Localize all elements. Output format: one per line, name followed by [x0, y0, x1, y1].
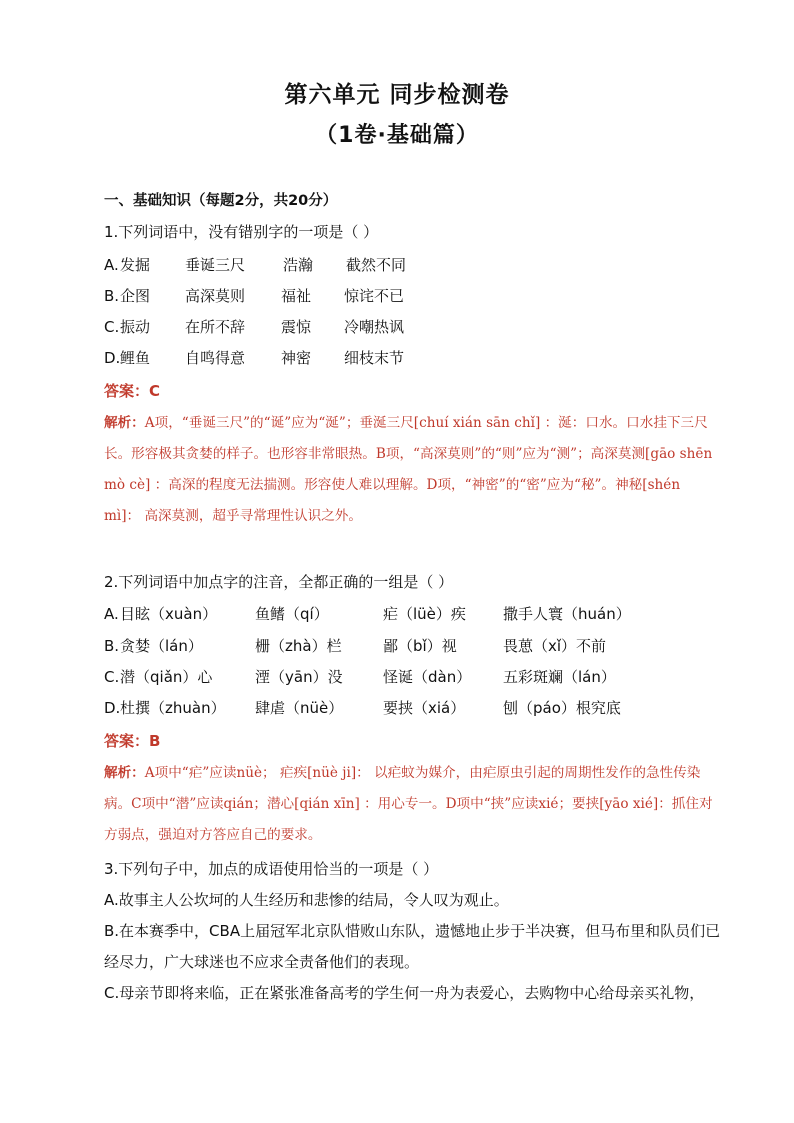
question-3-option-c: C.母亲节即将来临，正在紧张准备高考的学生何一舟为表爱心，去购物中心给母亲买礼物， [104, 984, 705, 1002]
question-3-option-b: B.在本赛季中，CBA上届冠军北京队惜败山东队，遗憾地止步于半决赛，但马布里和队员们已经尽力，广大球迷也不应求全责备他们的表现。 [104, 922, 721, 971]
option-item: 发掘 [120, 256, 151, 274]
option-item: 鄙（bǐ）视 [383, 637, 457, 655]
option-label: D. [104, 349, 121, 367]
option-item: 目眩（xuàn） [120, 605, 218, 623]
page-subtitle: （1卷·基础篇） [315, 123, 479, 148]
question-3-option-a: A.故事主人公坎坷的人生经历和悲惨的结局，令人叹为观止。 [104, 891, 509, 909]
option-item: 肆虐（nüè） [255, 699, 344, 717]
explanation-label: 解析： [104, 765, 145, 781]
option-item: 怪诞（dàn） [383, 668, 472, 686]
section-heading: 一、基础知识（每题2分，共20分） [104, 193, 338, 209]
option-item: 五彩斑斓（lán） [503, 668, 616, 686]
explanation-label: 解析： [104, 415, 145, 431]
answer-value: C [149, 382, 161, 400]
option-item: 自鸣得意 [185, 349, 246, 367]
question-3-stem: 3.下列句子中，加点的成语使用恰当的一项是（ ） [104, 860, 439, 878]
option-label: C. [104, 668, 120, 686]
option-item: 企图 [120, 287, 151, 305]
option-item: 鱼鳍（qí） [255, 605, 329, 623]
option-label: B. [104, 637, 120, 655]
question-1-stem: 1.下列词语中，没有错别字的一项是（ ） [104, 223, 379, 241]
option-item: 惊诧不已 [344, 287, 405, 305]
option-item: 截然不同 [346, 256, 407, 274]
option-item: 浩瀚 [283, 256, 314, 274]
option-item: 垂诞三尺 [185, 256, 246, 274]
explanation-1 [104, 408, 716, 532]
option-item: 撒手人寰（huán） [503, 605, 631, 623]
option-item: 鲤鱼 [120, 349, 151, 367]
option-label: C. [104, 318, 120, 336]
option-item: 神密 [281, 349, 312, 367]
option-item: 细枝末节 [344, 349, 405, 367]
option-item: 在所不辞 [185, 318, 246, 336]
answer-label: 答案： [104, 382, 150, 400]
option-item: 震惊 [281, 318, 312, 336]
option-item: 福祉 [281, 287, 312, 305]
question-2-stem: 2.下列词语中加点字的注音，全都正确的一组是（ ） [104, 573, 454, 591]
option-item: 高深莫则 [185, 287, 246, 305]
explanation-text: A项中“疟”应读nüè； 疟疾[nüè ji]： 以疟蚊为媒介，由疟原虫引起的周期性发作的急性传染病。C项中“潜”应读qián；潜心[qián xīn] ：用心专一。D项中“挟”应读xié；要挟[yāo xié]：抓住对方弱点，强迫对方答应自己的要求。 [104, 765, 713, 843]
option-label: B. [104, 287, 120, 305]
answer-label: 答案： [104, 732, 150, 750]
page-title: 第六单元 同步检测卷 [284, 82, 510, 108]
explanation-2 [104, 758, 716, 851]
explanation-text: A项，“垂诞三尺”的“诞”应为“涎”；垂涎三尺[chuí xián sān chǐ] ：涎：口水。口水挂下三尺长。形容极其贪婪的样子。也形容非常眼热。B项，“高深莫则”的“则”应为“测”；高深莫测[gāo shēn mò cè] ：高深的程度无法揣测。形容使人难以理解。D项，“神密”的“密”应为“秘”。神秘[shén mì]： 高深莫测，超乎寻常理性认识之外。 [104, 415, 713, 524]
option-label: A. [104, 605, 119, 623]
option-item: 潜（qiǎn）心 [120, 668, 213, 686]
option-item: 杜撰（zhuàn） [120, 699, 226, 717]
answer-1 [104, 381, 160, 401]
option-item: 湮（yān）没 [255, 668, 343, 686]
option-item: 要挟（xiá） [383, 699, 466, 717]
option-label: A. [104, 256, 119, 274]
option-item: 贪婪（lán） [120, 637, 203, 655]
option-item: 畏葸（xǐ）不前 [503, 637, 607, 655]
option-item: 疟（lüè）疾 [383, 605, 466, 623]
answer-2 [104, 731, 160, 751]
option-item: 振动 [120, 318, 151, 336]
option-label: D. [104, 699, 121, 717]
option-item: 栅（zhà）栏 [255, 637, 342, 655]
option-item: 刨（páo）根究底 [503, 699, 621, 717]
answer-value: B [149, 732, 161, 750]
option-item: 冷嘲热讽 [344, 318, 405, 336]
